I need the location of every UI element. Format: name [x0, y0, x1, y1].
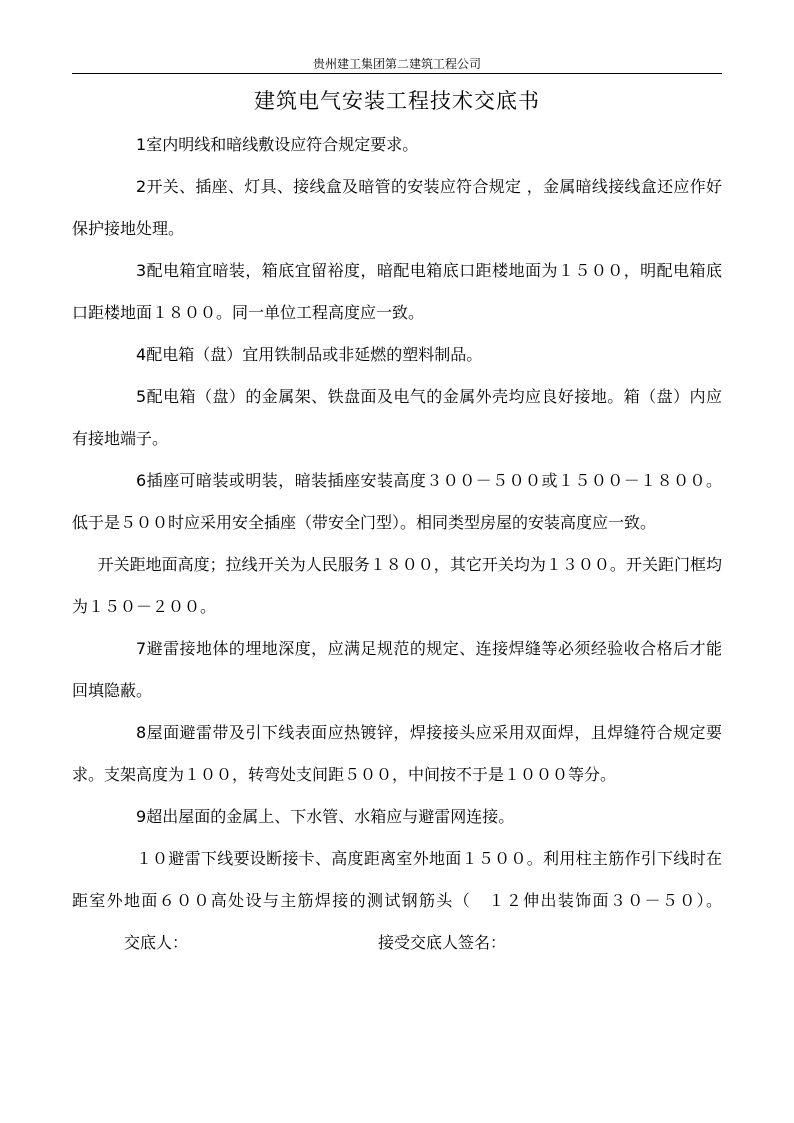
clause-paragraph	[72, 838, 722, 964]
clause-text: 配电箱宜暗装，箱底宜留裕度，暗配电箱底口距楼地面为１５００，明配电箱底口距楼地面１８００。同一单位工程高度应一致。	[72, 261, 722, 322]
clause-paragraph	[72, 250, 722, 334]
clause-paragraph	[72, 712, 722, 796]
clause-number: 8	[136, 723, 147, 742]
page-header: 贵州建工集团第二建筑工程公司	[312, 57, 481, 71]
clause-text: 插座可暗装或明装，暗装插座安装高度３００－５００或１５００－１８００。低于是５００时应采用安全插座（带安全门型）。相同类型房屋的安装高度应一致。	[72, 471, 722, 532]
clause-paragraph	[72, 796, 722, 838]
clause-paragraph	[72, 628, 722, 712]
header-rule	[72, 73, 722, 74]
clause-text: 配电箱（盘）宜用铁制品或非延燃的塑料制品。	[146, 345, 483, 364]
clause-number: 9	[136, 807, 147, 826]
clause-text: 开关距地面高度；拉线开关为人民服务１８００，其它开关均为１３００。开关距门框均为１５０－２００。	[72, 555, 722, 616]
clause-text: 避雷接地体的埋地深度，应满足规范的规定、连接焊缝等必须经验收合格后才能回填隐蔽。	[72, 639, 722, 700]
clause-text: 避雷下线要设断接卡、高度距离室外地面１５００。利用柱主筋作引下线时在距室外地面６００高处设与主筋焊接的测试钢筋头（ １２伸出装饰面３０－５０）。	[72, 849, 722, 910]
clause-number: 6	[136, 471, 147, 490]
clause-text: 室内明线和暗线敷设应符合规定要求。	[146, 135, 419, 154]
clause-number: １０	[136, 849, 169, 868]
clause-paragraph	[72, 166, 722, 250]
clause-paragraph	[72, 334, 722, 376]
clause-text: 开关、插座、灯具、接线盒及暗管的安装应符合规定 ，金属暗线接线盒还应作好保护接地处理。	[72, 177, 722, 238]
clause-text: 配电箱（盘）的金属架、铁盘面及电气的金属外壳均应良好接地。箱（盘）内应有接地端子。	[72, 387, 722, 448]
document-body	[72, 124, 722, 964]
clause-paragraph	[72, 376, 722, 460]
clause-paragraph	[72, 460, 722, 544]
clause-text: 超出屋面的金属上、下水管、水箱应与避雷网连接。	[146, 807, 515, 826]
clause-number: 2	[136, 177, 147, 196]
clause-paragraph	[72, 544, 722, 628]
clause-number: 3	[136, 261, 147, 280]
clause-number: 7	[136, 639, 147, 658]
clause-text: 屋面避雷带及引下线表面应热镀锌，焊接接头应采用双面焊，且焊缝符合规定要求。支架高度为１００，转弯处支间距５００，中间按不于是１０００等分。	[72, 723, 722, 784]
clause-number: 1	[136, 135, 147, 154]
clause-paragraph	[72, 124, 722, 166]
receiver-signature-label: 接受交底人签名：	[378, 933, 507, 952]
briefer-signature-label: 交底人：	[124, 933, 189, 952]
clause-number: 4	[136, 345, 147, 364]
clause-number: 5	[136, 387, 147, 406]
document-title: 建筑电气安装工程技术交底书	[254, 89, 540, 113]
